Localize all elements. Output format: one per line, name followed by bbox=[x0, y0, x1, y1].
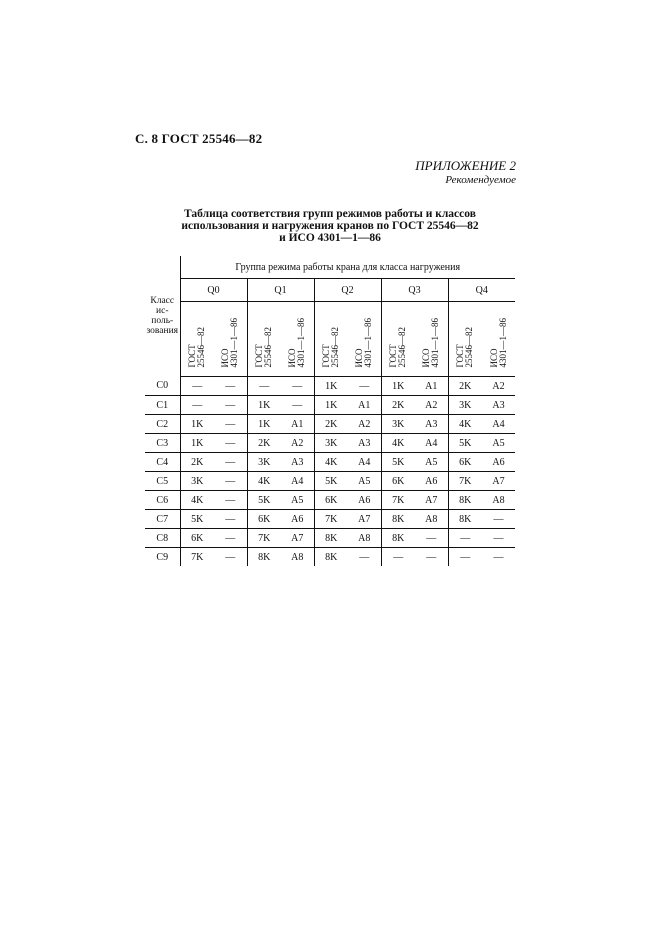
gost-cell: 7K bbox=[448, 472, 482, 491]
iso-cell: — bbox=[214, 472, 247, 491]
gost-cell: 2K bbox=[381, 396, 415, 415]
table-row bbox=[145, 510, 515, 529]
iso-cell: A2 bbox=[348, 415, 381, 434]
gost-cell: 8K bbox=[381, 529, 415, 548]
iso-cell: A3 bbox=[348, 434, 381, 453]
gost-subheader: ГОСТ 25546—82 bbox=[314, 302, 348, 377]
gost-subheader: ГОСТ 25546—82 bbox=[448, 302, 482, 377]
gost-cell: 7K bbox=[247, 529, 281, 548]
iso-cell: A2 bbox=[482, 377, 515, 396]
appendix-label bbox=[415, 158, 516, 188]
gost-cell: 1K bbox=[180, 434, 214, 453]
iso-cell: A4 bbox=[415, 434, 448, 453]
iso-cell: A8 bbox=[415, 510, 448, 529]
iso-cell: — bbox=[214, 529, 247, 548]
table-row bbox=[145, 396, 515, 415]
gost-cell: 3K bbox=[180, 472, 214, 491]
iso-cell: A3 bbox=[415, 415, 448, 434]
gost-cell: 5K bbox=[381, 453, 415, 472]
gost-cell: 8K bbox=[448, 510, 482, 529]
gost-cell: 4K bbox=[180, 491, 214, 510]
table-row bbox=[145, 377, 515, 396]
iso-cell: — bbox=[214, 453, 247, 472]
iso-cell: A3 bbox=[482, 396, 515, 415]
gost-cell: 2K bbox=[314, 415, 348, 434]
table-row bbox=[145, 453, 515, 472]
iso-cell: — bbox=[214, 434, 247, 453]
gost-cell: 8K bbox=[381, 510, 415, 529]
iso-cell: — bbox=[415, 529, 448, 548]
table-title-line-2: использования и нагружения кранов по ГОСТ 25546—82 bbox=[181, 220, 479, 232]
gost-cell: 4K bbox=[247, 472, 281, 491]
gost-cell: 1K bbox=[247, 396, 281, 415]
gost-cell: 4K bbox=[448, 415, 482, 434]
iso-cell: — bbox=[281, 396, 314, 415]
gost-cell: — bbox=[448, 548, 482, 567]
iso-subheader: ИСО 4301—1—86 bbox=[281, 302, 314, 377]
q-header-q4: Q4 bbox=[448, 279, 515, 302]
gost-cell: 7K bbox=[381, 491, 415, 510]
gost-cell: 3K bbox=[247, 453, 281, 472]
gost-cell: 4K bbox=[381, 434, 415, 453]
q-header-q0: Q0 bbox=[180, 279, 247, 302]
table-row bbox=[145, 491, 515, 510]
table-title-line-3: и ИСО 4301—1—86 bbox=[279, 232, 381, 244]
gost-cell: — bbox=[448, 529, 482, 548]
class-cell: C8 bbox=[145, 529, 180, 548]
iso-cell: A7 bbox=[348, 510, 381, 529]
iso-cell: — bbox=[225, 551, 236, 563]
iso-cell: A4 bbox=[281, 472, 314, 491]
iso-cell: A5 bbox=[348, 472, 381, 491]
iso-cell: — bbox=[359, 551, 370, 563]
iso-cell: A7 bbox=[415, 491, 448, 510]
iso-cell: A5 bbox=[482, 434, 515, 453]
iso-cell: — bbox=[348, 377, 381, 396]
gost-cell: 1K bbox=[180, 415, 214, 434]
gost-cell: 1K bbox=[247, 415, 281, 434]
iso-cell: A5 bbox=[281, 491, 314, 510]
gost-cell: — bbox=[180, 396, 214, 415]
iso-cell: — bbox=[482, 529, 515, 548]
iso-subheader: ИСО 4301—1—86 bbox=[214, 302, 247, 377]
gost-cell: 8K bbox=[314, 529, 348, 548]
gost-cell: 1K bbox=[381, 377, 415, 396]
gost-subheader: ГОСТ 25546—82 bbox=[247, 302, 281, 377]
iso-cell: A4 bbox=[348, 453, 381, 472]
gost-cell: 6K bbox=[180, 529, 214, 548]
table-row bbox=[145, 529, 515, 548]
gost-subheader: ГОСТ 25546—82 bbox=[381, 302, 415, 377]
iso-cell: A2 bbox=[415, 396, 448, 415]
iso-cell: — bbox=[493, 551, 504, 563]
gost-cell: 7K bbox=[191, 551, 204, 563]
gost-cell: 3K bbox=[314, 434, 348, 453]
class-cell: C0 bbox=[145, 377, 180, 396]
iso-cell: A6 bbox=[281, 510, 314, 529]
table-title-line-1: Таблица соответствия групп режимов работы и классов bbox=[184, 208, 476, 220]
iso-cell: A2 bbox=[281, 434, 314, 453]
class-cell: C3 bbox=[145, 434, 180, 453]
class-cell: C4 bbox=[145, 453, 180, 472]
iso-subheader: ИСО 4301—1—86 bbox=[348, 302, 381, 377]
iso-cell: — bbox=[214, 415, 247, 434]
correspondence-table bbox=[145, 256, 515, 566]
gost-cell: 8K bbox=[314, 548, 348, 567]
iso-subheader: ИСО 4301—1—86 bbox=[415, 302, 448, 377]
class-cell: C5 bbox=[145, 472, 180, 491]
class-cell: C6 bbox=[145, 491, 180, 510]
iso-cell: — bbox=[214, 510, 247, 529]
gost-cell: 3K bbox=[381, 415, 415, 434]
table-row bbox=[145, 472, 515, 491]
iso-cell: — bbox=[281, 377, 314, 396]
page-header: С. 8 ГОСТ 25546—82 bbox=[135, 131, 263, 146]
iso-cell: — bbox=[214, 377, 247, 396]
gost-cell: 6K bbox=[314, 491, 348, 510]
gost-cell: 6K bbox=[381, 472, 415, 491]
gost-cell: 1K bbox=[314, 377, 348, 396]
iso-cell: A6 bbox=[348, 491, 381, 510]
gost-cell: 6K bbox=[448, 453, 482, 472]
appendix-subtitle: Рекомендуемое bbox=[445, 174, 516, 186]
gost-cell: 5K bbox=[448, 434, 482, 453]
gost-cell: 5K bbox=[314, 472, 348, 491]
iso-cell: A8 bbox=[482, 491, 515, 510]
class-header: Класс ис- поль- зования bbox=[145, 256, 180, 377]
appendix-title: ПРИЛОЖЕНИЕ 2 bbox=[415, 158, 516, 173]
gost-cell: — bbox=[180, 377, 214, 396]
gost-cell: — bbox=[247, 377, 281, 396]
gost-cell: 4K bbox=[314, 453, 348, 472]
gost-cell: 8K bbox=[247, 548, 281, 567]
gost-cell: 2K bbox=[448, 377, 482, 396]
gost-cell: 1K bbox=[314, 396, 348, 415]
gost-subheader: ГОСТ 25546—82 bbox=[180, 302, 214, 377]
iso-cell: A1 bbox=[281, 415, 314, 434]
gost-cell: 3K bbox=[448, 396, 482, 415]
table-row bbox=[145, 415, 515, 434]
class-cell: C2 bbox=[145, 415, 180, 434]
gost-cell: 8K bbox=[448, 491, 482, 510]
iso-cell: — bbox=[426, 551, 437, 563]
iso-cell: A7 bbox=[482, 472, 515, 491]
q-header-q1: Q1 bbox=[247, 279, 314, 302]
iso-cell: — bbox=[214, 491, 247, 510]
gost-cell: 6K bbox=[247, 510, 281, 529]
gost-cell: 5K bbox=[180, 510, 214, 529]
iso-cell: A4 bbox=[482, 415, 515, 434]
gost-cell: 5K bbox=[247, 491, 281, 510]
iso-cell: — bbox=[482, 510, 515, 529]
q-header-q3: Q3 bbox=[381, 279, 448, 302]
gost-cell: — bbox=[381, 548, 415, 567]
table-row bbox=[145, 434, 515, 453]
table-title bbox=[160, 208, 500, 244]
class-cell: C9 bbox=[145, 548, 180, 567]
iso-cell: A8 bbox=[348, 529, 381, 548]
iso-cell: A7 bbox=[281, 529, 314, 548]
q-header-q2: Q2 bbox=[314, 279, 381, 302]
group-header: Группа режима работы крана для класса нагружения bbox=[180, 256, 515, 279]
iso-cell: A6 bbox=[415, 472, 448, 491]
iso-cell: A8 bbox=[291, 551, 304, 563]
gost-cell: 2K bbox=[247, 434, 281, 453]
gost-cell: 2K bbox=[180, 453, 214, 472]
table-row bbox=[145, 548, 515, 567]
iso-cell: A3 bbox=[281, 453, 314, 472]
class-cell: C1 bbox=[145, 396, 180, 415]
iso-cell: A1 bbox=[348, 396, 381, 415]
iso-subheader: ИСО 4301—1—86 bbox=[482, 302, 515, 377]
iso-cell: A1 bbox=[415, 377, 448, 396]
gost-cell: 7K bbox=[314, 510, 348, 529]
class-cell: C7 bbox=[145, 510, 180, 529]
iso-cell: A5 bbox=[415, 453, 448, 472]
iso-cell: — bbox=[214, 396, 247, 415]
iso-cell: A6 bbox=[482, 453, 515, 472]
